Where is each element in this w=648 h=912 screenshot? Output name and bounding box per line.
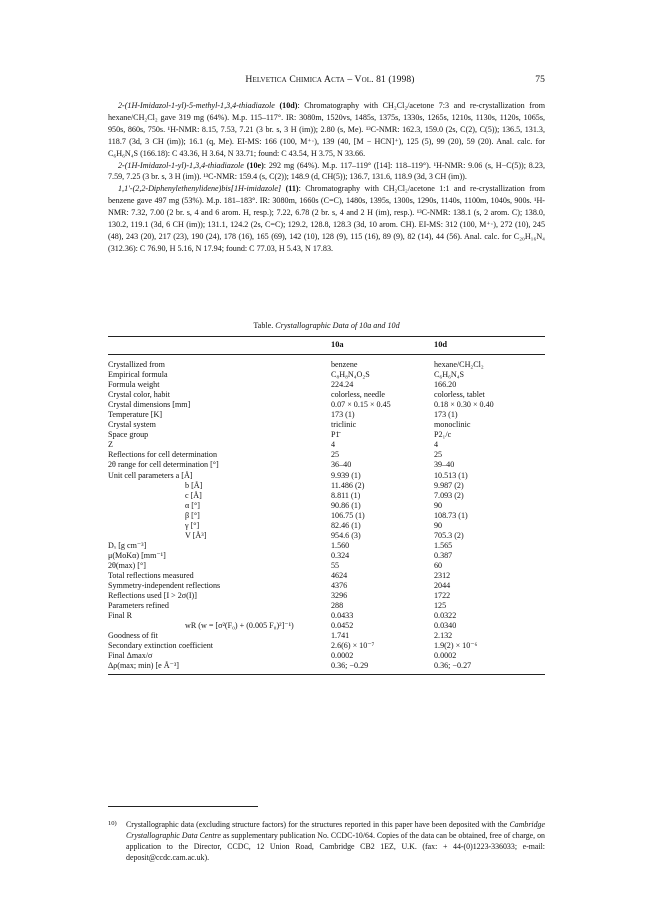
paragraph-compound-10e (108, 160, 545, 184)
table-cell-10a: 11.486 (2) (331, 480, 365, 490)
table-cell-10a: 4624 (331, 570, 348, 580)
table-cell-10a: 954.6 (3) (331, 530, 361, 540)
experimental-text (108, 100, 545, 255)
table-cell-10a: 1.741 (331, 631, 350, 641)
table-cell-10d: 0.36; −0.27 (434, 661, 472, 671)
table-cell-10d: 7.093 (2) (434, 490, 464, 500)
table-row-label: Crystal system (108, 420, 156, 430)
table-row-label: Empirical formula (108, 370, 168, 380)
table-cell-10d: 10.513 (1) (434, 470, 468, 480)
column-header-10a: 10a (331, 340, 344, 349)
table-row (108, 651, 545, 661)
table-caption (108, 321, 545, 330)
table-cell-10d: 1.9(2) × 10⁻⁶ (434, 641, 478, 651)
table-cell-10d: 0.18 × 0.30 × 0.40 (434, 400, 494, 410)
table-cell-10a: 3296 (331, 591, 348, 601)
table-row (108, 420, 545, 430)
table-cell-10d: colorless, tablet (434, 390, 485, 400)
table-row (108, 601, 545, 611)
paragraph-text: : 292 mg (64%). M.p. 117–119° ([14]: 118–119°). ¹H-NMR: 9.06 (s, H−C(5)); 8.23, 7.59, 7.25 (3 br. s, 3 H (im)). ¹³C-NMR: 159.4 (s, C(2)); 148.9 (d, CH(5)); 136.7, 131.6, 118.9 (3d, 3 CH (im)). (108, 160, 545, 182)
footnote (108, 819, 545, 863)
footnote-marker: 10) (108, 820, 117, 827)
table-cell-10a: 90.86 (1) (331, 500, 361, 510)
table-cell-10d: P2₁/c (434, 430, 452, 440)
table-row (108, 450, 545, 460)
table-row-label: Secondary extinction coefficient (108, 641, 214, 651)
table-row (108, 631, 545, 641)
table-row (108, 491, 545, 501)
table-row (108, 511, 545, 521)
table-cell-10a: C₈H₈N₄O₂S (331, 370, 370, 380)
table-row-label: Formula weight (108, 380, 160, 390)
table-row (108, 591, 545, 601)
table-cell-10a: triclinic (331, 420, 357, 430)
table-cell-10a: 2.6(6) × 10⁻⁷ (331, 641, 375, 651)
table-row (108, 440, 545, 450)
table-row-label: μ(MoKα) [mm⁻¹] (108, 550, 166, 560)
table-cell-10d: C₆H₆N₄S (434, 370, 465, 380)
table-cell-10d: 60 (434, 560, 443, 570)
table-row (108, 370, 545, 380)
paragraph-compound-10d (108, 100, 545, 160)
table-cell-10d: 173 (1) (434, 410, 458, 420)
footnote-text (126, 819, 545, 863)
table-cell-10a: 82.46 (1) (331, 520, 361, 530)
table-row (108, 611, 545, 621)
table-row-label: Final Δmax/σ (108, 651, 153, 661)
table-row-label: Dₓ [g cm⁻³] (108, 540, 147, 550)
table-row-label: Final R (108, 611, 133, 621)
table-cell-10a: P1̄ (331, 430, 340, 440)
table-row-label: Reflections for cell determination (108, 450, 218, 460)
compound-id: (10d) (279, 101, 298, 110)
table-row (108, 410, 545, 420)
table-row (108, 501, 545, 511)
table-cell-10a: 8.811 (1) (331, 490, 361, 500)
table-cell-10d: 4 (434, 440, 439, 450)
table-cell-10d: hexane/CH₂Cl₂ (434, 360, 484, 369)
table-row-label: Crystal dimensions [mm] (108, 400, 191, 410)
footnote-text-part: as supplementary publication No. CCDC-10/64. Copies of the data can be obtained, free of charge, on application to the Director, CCDC, 12 Union Road, Cambridge CB2 1EZ, U.K. (fax: + 44-(0)1223-336033; e-mail: deposit@ccdc.cam.ac.uk). (126, 831, 546, 862)
table-caption-prefix: Table. (253, 321, 274, 330)
table-cell-10d: 1.565 (434, 540, 453, 550)
table-row (108, 400, 545, 410)
table-row-label: wR (w = [σ²(F₀) + (0.005 F₀)²]⁻¹) (185, 621, 294, 631)
table-cell-10d: 1722 (434, 591, 451, 601)
table-row-label: Total reflections measured (108, 570, 194, 580)
table-row (108, 541, 545, 551)
table-cell-10d: 9.987 (2) (434, 480, 464, 490)
footnote-rule (108, 806, 258, 807)
table-row-label: Crystal color, habit (108, 390, 170, 400)
table-row (108, 521, 545, 531)
column-header-10d: 10d (434, 340, 448, 349)
table-cell-10a: 0.36; −0.29 (331, 661, 369, 671)
table-row-label: Crystallized from (108, 360, 165, 369)
table-cell-10a: 9.939 (1) (331, 470, 361, 480)
table-row-label: Z (108, 440, 113, 450)
table-row (108, 571, 545, 581)
compound-name: 2-(1H-Imidazol-1-yl)-5-methyl-1,3,4-thiadiazole (118, 101, 275, 110)
table-row (108, 390, 545, 400)
table-bottom-rule (108, 674, 545, 675)
table-cell-10a: benzene (331, 360, 358, 369)
table-row (108, 661, 545, 671)
table-row-label: c [Å] (185, 490, 202, 500)
table-row (108, 471, 545, 481)
footnote-italic: Cambridge Crystallographic Data Centre (126, 820, 545, 840)
table-cell-10a: 0.0002 (331, 651, 354, 661)
paragraph-compound-11 (108, 183, 545, 254)
table-cell-10a: 55 (331, 560, 340, 570)
table-cell-10a: 4376 (331, 581, 348, 591)
table-row-label: Temperature [K] (108, 410, 163, 420)
table-cell-10d: 2044 (434, 581, 451, 591)
table-row-label: V [Å³] (185, 530, 207, 540)
table-row (108, 360, 545, 370)
compound-id: (11) (285, 184, 299, 194)
table-header-rule (108, 354, 545, 355)
table-cell-10a: 224.24 (331, 380, 354, 390)
table-row-label: γ [°] (185, 520, 200, 530)
table-row-label: 2θ range for cell determination [°] (108, 460, 219, 470)
table-row (108, 481, 545, 491)
table-cell-10d: 39–40 (434, 460, 455, 470)
table-cell-10d: 90 (434, 520, 443, 530)
table-cell-10d: 25 (434, 450, 443, 460)
table-cell-10d: 125 (434, 601, 447, 611)
table-row-label: Δρ(max; min) [e Å⁻³] (108, 661, 180, 671)
table-cell-10d: 108.73 (1) (434, 510, 468, 520)
table-top-rule (108, 336, 545, 337)
table-cell-10a: 106.75 (1) (331, 510, 365, 520)
table-cell-10a: 0.0452 (331, 621, 354, 631)
table-cell-10d: monoclinic (434, 420, 471, 430)
compound-name: 2-(1H-Imidazol-1-yl)-1,3,4-thiadiazole (118, 160, 244, 170)
table-caption-title: Crystallographic Data of 10a and 10d (275, 321, 400, 330)
table-row-label: Parameters refined (108, 601, 169, 611)
table-row (108, 621, 545, 631)
table-row-label: Symmetry-independent reflections (108, 581, 221, 591)
footnote-text-part: Crystallographic data (excluding structure factors) for the structures reported in this paper have been deposited with the (126, 820, 510, 829)
table-cell-10a: 0.0433 (331, 611, 354, 621)
table-row-label: Space group (108, 430, 149, 440)
table-row-label: β [°] (185, 510, 200, 520)
table-row-label: 2θ(max) [°] (108, 560, 146, 570)
table-row (108, 380, 545, 390)
table-cell-10a: 25 (331, 450, 340, 460)
table-row (108, 551, 545, 561)
table-row (108, 531, 545, 541)
table-cell-10a: 1.560 (331, 540, 350, 550)
table-cell-10a: 173 (1) (331, 410, 355, 420)
table-row-label: α [°] (185, 500, 200, 510)
compound-name: 1,1′-(2,2-Diphenylethenylidene)bis[1H-imidazole] (118, 184, 282, 194)
table-cell-10a: 4 (331, 440, 336, 450)
table-row (108, 641, 545, 651)
table-cell-10a: 36–40 (331, 460, 352, 470)
table-row-label: Reflections used [I > 2σ(I)] (108, 591, 197, 601)
table-row-label: b [Å] (185, 480, 203, 490)
table-cell-10d: 90 (434, 500, 443, 510)
table-cell-10d: 0.0340 (434, 621, 457, 631)
paragraph-text: : Chromatography with CH₂Cl₂/acetone 7:3 and re-crystallization from hexane/CH₂Cl₂ gave 319 mg (64%). M.p. 115–117°. IR: 3080m, 1520vs, 1485s, 1375s, 1330s, 1265s, 1210s, 1130s, 1120s, 1065s, 950s, 860s, 750s. ¹H-NMR: 8.15, 7.53, 7.21 (3 br. s, 3 H (im)); 2.80 (s, Me). ¹³C-NMR: 162.3, 159.0 (2s, C(2), C(5)); 136.5, 131.3, 118.7 (3d, 3 CH (im)); 16.1 (q, Me). EI-MS: 166 (100, M⁺·), 139 (40, [M − HCN]⁺), 125 (5), 99 (20), 59 (20). Anal. calc. for C₆H₆N₄S (166.18): C 43.36, H 3.64, N 33.71; found: C 43.54, H 3.75, N 33.66. (108, 101, 545, 158)
table-row (108, 561, 545, 571)
table-cell-10d: 0.387 (434, 550, 453, 560)
journal-title: Helvetica Chimica Acta – Vol. 81 (1998) (245, 74, 415, 85)
table-row (108, 581, 545, 591)
table-cell-10d: 2.132 (434, 631, 453, 641)
table-row-label: Goodness of fit (108, 631, 158, 641)
table-row (108, 430, 545, 440)
paragraph-text: : Chromatography with CH₂Cl₂/acetone 1:1 and re-crystallization from benzene gave 497 mg (53%). M.p. 181–183°. IR: 3080m, 1660s (C=C), 1480s, 1395s, 1300s, 1290s, 1140s, 1100m, 1040s, 900s. ¹H-NMR: 7.32, 7.00 (2 br. s, 4 and 6 arom. H, resp.); 7.22, 6.78 (2 br. s, 4 and 2 H (im), resp.). ¹³C-NMR: 138.1 (s, 2 arom. C); 138.0, 130.2, 119.1 (3d, 6 CH (im)); 131.1, 124.2 (2s, C=C); 129.2, 128.8, 128.3 (3d, 10 arom. CH). EI-MS: 312 (100, M⁺·), 272 (10), 245 (48), 243 (20), 217 (23), 190 (24), 178 (16), 165 (69), 142 (10), 128 (9), 115 (16), 89 (9), 82 (14), 44 (56). Anal. calc. for C₂₀H₁₆N₄ (312.36): C 76.90, H 5.16, N 17.94; found: C 77.03, H 5.43, N 17.83. (108, 184, 545, 253)
table-cell-10a: 288 (331, 601, 344, 611)
table-cell-10a: 0.07 × 0.15 × 0.45 (331, 400, 391, 410)
table-cell-10d: 705.3 (2) (434, 530, 464, 540)
page-number: 75 (535, 74, 545, 85)
crystallographic-table (108, 360, 545, 671)
table-cell-10d: 2312 (434, 570, 451, 580)
table-row (108, 460, 545, 470)
table-cell-10d: 0.0002 (434, 651, 457, 661)
table-cell-10d: 0.0322 (434, 611, 457, 621)
table-cell-10d: 166.20 (434, 380, 457, 390)
table-cell-10a: colorless, needle (331, 390, 385, 400)
compound-id: (10e) (246, 160, 264, 170)
table-cell-10a: 0.324 (331, 550, 350, 560)
table-row-label: Unit cell parameters a [Å] (108, 470, 193, 480)
